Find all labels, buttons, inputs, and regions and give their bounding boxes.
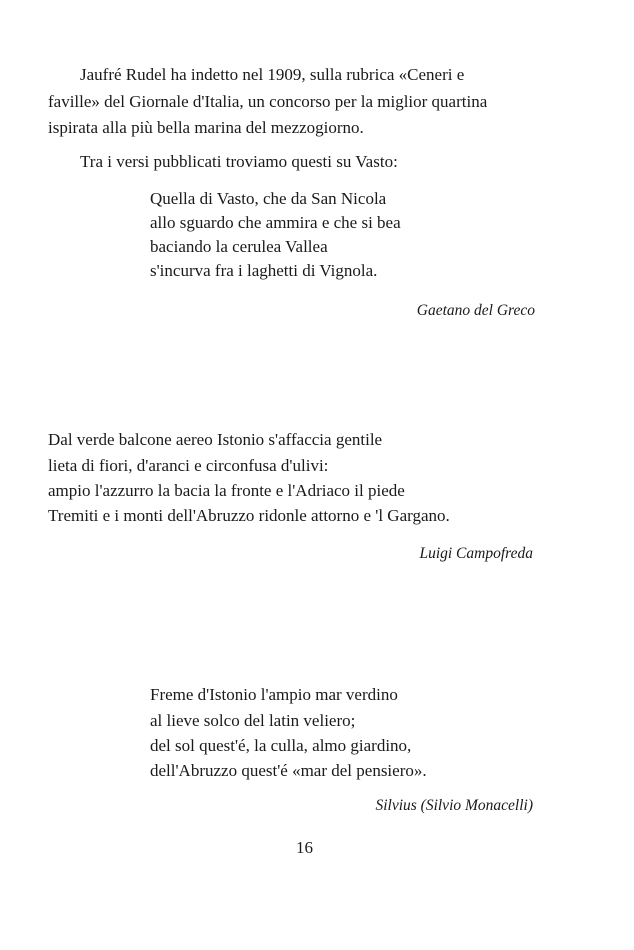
poem-line: baciando la cerulea Vallea — [150, 237, 328, 256]
poem-author: Gaetano del Greco — [416, 302, 535, 319]
poem-line: al lieve solco del latin veliero; — [150, 711, 356, 730]
poem-line: dell'Abruzzo quest'é «mar del pensiero». — [150, 761, 427, 780]
poem-line: lieta di fiori, d'aranci e circonfusa d'ulivi: — [48, 456, 329, 475]
poem-line: Quella di Vasto, che da San Nicola — [150, 189, 387, 208]
poem-line: Freme d'Istonio l'ampio mar verdino — [150, 685, 398, 704]
poem-author: Luigi Campofreda — [419, 545, 533, 562]
poem-line: del sol quest'é, la culla, almo giardino, — [150, 736, 412, 755]
poem-line: ampio l'azzurro la bacia la fronte e l'Adriaco il piede — [48, 481, 405, 500]
poem-line: s'incurva fra i laghetti di Vignola. — [150, 261, 378, 280]
poem-line: Dal verde balcone aereo Istonio s'affaccia gentile — [48, 430, 383, 449]
intro-line: Tra i versi pubblicati troviamo questi su Vasto: — [80, 152, 398, 171]
intro-line: Jaufré Rudel ha indetto nel 1909, sulla rubrica «Ceneri e — [80, 65, 465, 84]
poem-line: Tremiti e i monti dell'Abruzzo ridonle attorno e 'l Gargano. — [48, 506, 450, 525]
poem-line: allo sguardo che ammira e che si bea — [150, 213, 401, 232]
intro-line: ispirata alla più bella marina del mezzogiorno. — [48, 118, 364, 137]
poem-author: Silvius (Silvio Monacelli) — [375, 797, 533, 814]
page-number: 16 — [296, 838, 313, 857]
intro-line: faville» del Giornale d'Italia, un concorso per la miglior quartina — [48, 92, 488, 111]
